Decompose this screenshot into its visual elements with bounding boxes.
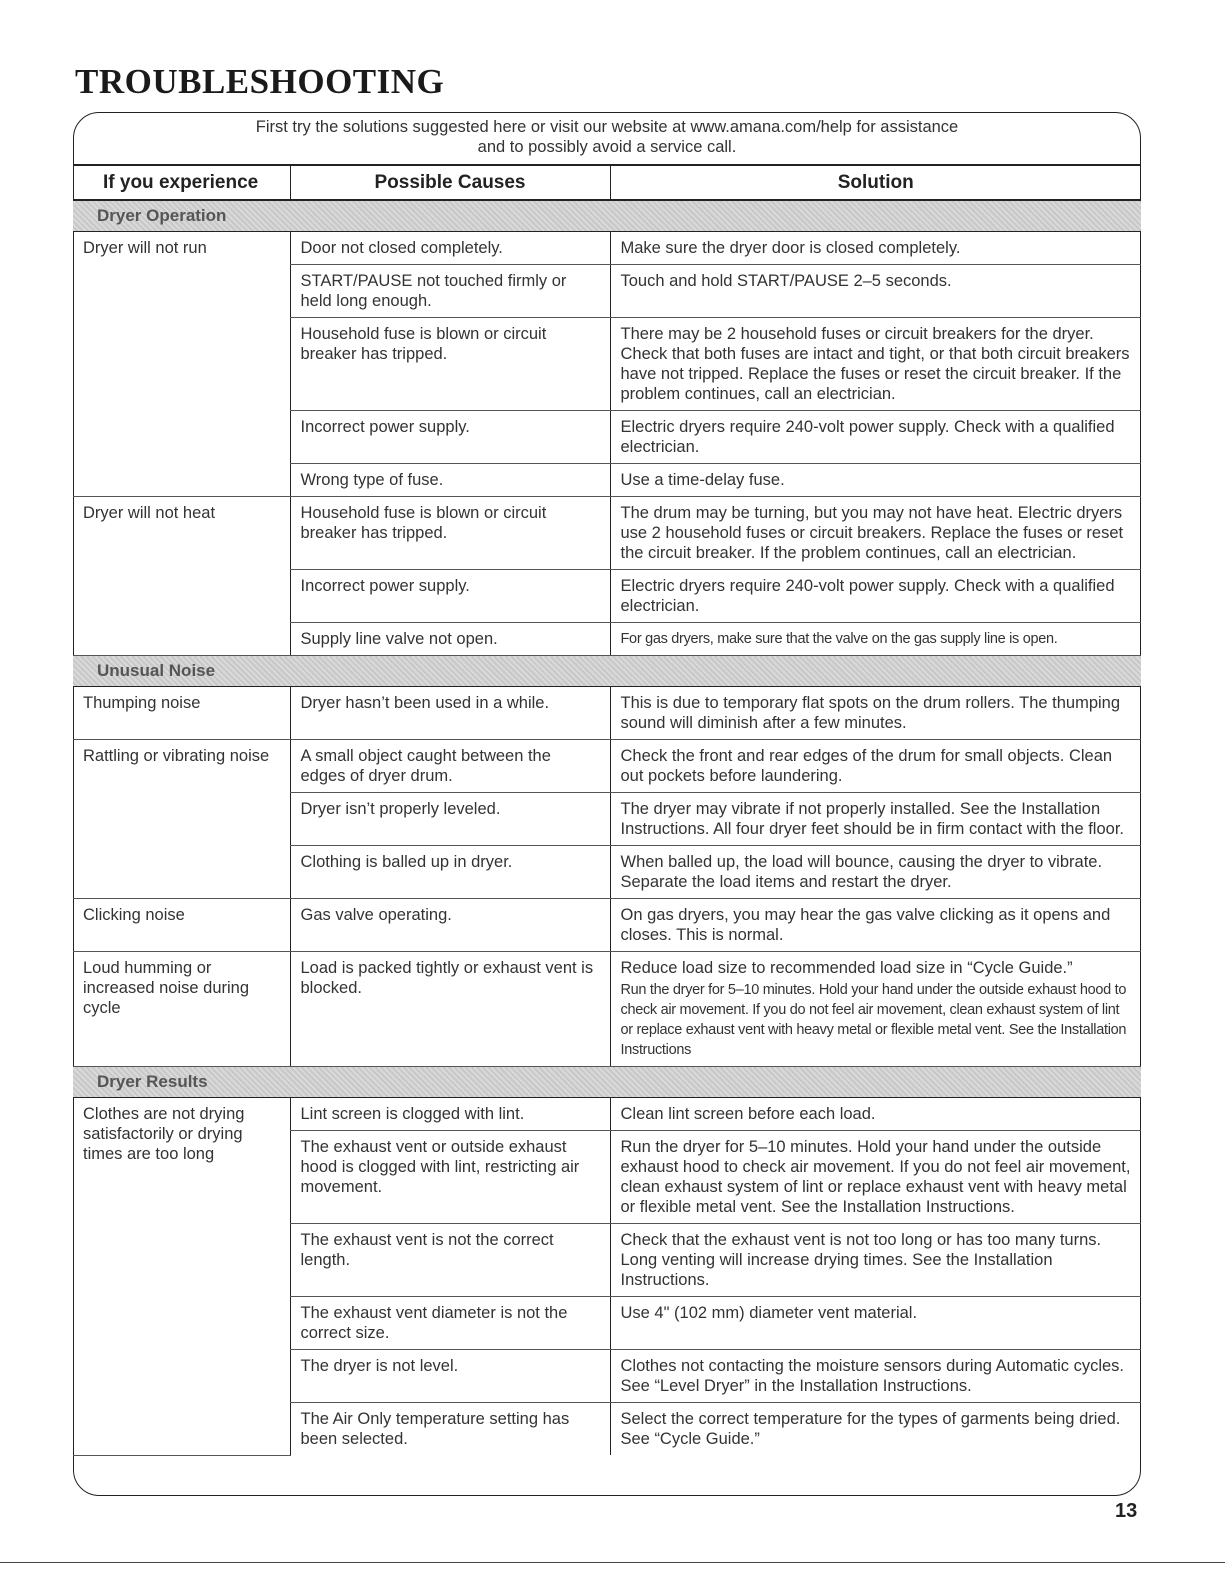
issue-cell: Loud humming or increased noise during cycle xyxy=(73,952,290,1067)
table-row xyxy=(73,497,1141,570)
table-row xyxy=(73,740,1141,793)
table-row xyxy=(73,687,1141,740)
cause-cell: Supply line valve not open. xyxy=(290,623,610,656)
cause-cell: Household fuse is blown or circuit breaker has tripped. xyxy=(290,497,610,570)
solution-cell: Check that the exhaust vent is not too long or has too many turns. Long venting will increase drying times. See the Installation Instructions. xyxy=(610,1224,1141,1297)
section-dryer-results: Dryer Results xyxy=(73,1067,1141,1098)
issue-cell: Thumping noise xyxy=(73,687,290,740)
cause-cell: Household fuse is blown or circuit breaker has tripped. xyxy=(290,318,610,411)
cause-cell: The exhaust vent is not the correct length. xyxy=(290,1224,610,1297)
section-dryer-operation: Dryer Operation xyxy=(73,200,1141,232)
solution-cell: The drum may be turning, but you may not have heat. Electric dryers use 2 household fuses or circuit breakers. Replace the fuses or reset the circuit breaker. If the problem continues, call an electrician. xyxy=(610,497,1141,570)
solution-line: Run the dryer for 5–10 minutes. Hold your hand under the outside exhaust hood to check air movement. If you do not feel air movement, clean exhaust system of lint or replace exhaust vent with heavy metal or flexible metal vent. See the Installation Instructions xyxy=(620,982,1127,1058)
solution-cell: Touch and hold START/PAUSE 2–5 seconds. xyxy=(610,265,1141,318)
cause-cell: The exhaust vent diameter is not the correct size. xyxy=(290,1297,610,1350)
cause-cell: The dryer is not level. xyxy=(290,1350,610,1403)
solution-cell: Use a time-delay fuse. xyxy=(610,464,1141,497)
solution-cell: This is due to temporary flat spots on the drum rollers. The thumping sound will diminish after a few minutes. xyxy=(610,687,1141,740)
solution-cell: For gas dryers, make sure that the valve on the gas supply line is open. xyxy=(610,623,1141,656)
section-row xyxy=(73,656,1141,687)
intro-line-2: and to possibly avoid a service call. xyxy=(477,138,737,156)
page-number: 13 xyxy=(1115,1500,1138,1522)
cause-cell: The exhaust vent or outside exhaust hood is clogged with lint, restricting air movement. xyxy=(290,1131,610,1224)
issue-cell: Rattling or vibrating noise xyxy=(73,740,290,899)
cause-cell: Incorrect power supply. xyxy=(290,570,610,623)
troubleshooting-table xyxy=(73,164,1141,1456)
solution-cell: Clean lint screen before each load. xyxy=(610,1098,1141,1131)
issue-cell: Clothes are not drying satisfactorily or drying times are too long xyxy=(73,1098,290,1456)
header-issue: If you experience xyxy=(73,165,290,200)
solution-cell xyxy=(610,952,1141,1067)
section-row xyxy=(73,200,1141,232)
header-solution: Solution xyxy=(610,165,1141,200)
solution-cell: Select the correct temperature for the types of garments being dried. See “Cycle Guide.” xyxy=(610,1403,1141,1456)
solution-cell: The dryer may vibrate if not properly installed. See the Installation Instructions. All four dryer feet should be in firm contact with the floor. xyxy=(610,793,1141,846)
cause-cell: Wrong type of fuse. xyxy=(290,464,610,497)
cause-cell: Dryer isn’t properly leveled. xyxy=(290,793,610,846)
table-row xyxy=(73,232,1141,265)
solution-cell: Run the dryer for 5–10 minutes. Hold your hand under the outside exhaust hood to check air movement. If you do not feel air movement, clean exhaust system of lint or replace exhaust vent with heavy metal or flexible metal vent. See the Installation Instructions. xyxy=(610,1131,1141,1224)
solution-cell: Electric dryers require 240-volt power supply. Check with a qualified electrician. xyxy=(610,570,1141,623)
cause-cell: Clothing is balled up in dryer. xyxy=(290,846,610,899)
page-title: TROUBLESHOOTING xyxy=(75,62,445,101)
table-row xyxy=(73,952,1141,1067)
solution-cell: Check the front and rear edges of the drum for small objects. Clean out pockets before laundering. xyxy=(610,740,1141,793)
solution-line: Reduce load size to recommended load size in “Cycle Guide.” xyxy=(620,959,1073,977)
cause-cell: Door not closed completely. xyxy=(290,232,610,265)
cause-cell: Lint screen is clogged with lint. xyxy=(290,1098,610,1131)
solution-cell: When balled up, the load will bounce, causing the dryer to vibrate. Separate the load items and restart the dryer. xyxy=(610,846,1141,899)
solution-cell: Make sure the dryer door is closed completely. xyxy=(610,232,1141,265)
table-row xyxy=(73,899,1141,952)
table-header-row xyxy=(73,165,1141,200)
cause-cell: Dryer hasn’t been used in a while. xyxy=(290,687,610,740)
header-cause: Possible Causes xyxy=(290,165,610,200)
solution-cell: Clothes not contacting the moisture sensors during Automatic cycles. See “Level Dryer” in the Installation Instructions. xyxy=(610,1350,1141,1403)
cause-cell: A small object caught between the edges of dryer drum. xyxy=(290,740,610,793)
issue-cell: Clicking noise xyxy=(73,899,290,952)
section-unusual-noise: Unusual Noise xyxy=(73,656,1141,687)
page-bottom-rule xyxy=(0,1562,1225,1563)
solution-cell: Use 4" (102 mm) diameter vent material. xyxy=(610,1297,1141,1350)
solution-cell: Electric dryers require 240-volt power supply. Check with a qualified electrician. xyxy=(610,411,1141,464)
issue-cell: Dryer will not heat xyxy=(73,497,290,656)
intro-line-1: First try the solutions suggested here or visit our website at www.amana.com/help for assistance xyxy=(255,118,959,136)
cause-cell: Load is packed tightly or exhaust vent is blocked. xyxy=(290,952,610,1067)
solution-cell: On gas dryers, you may hear the gas valve clicking as it opens and closes. This is normal. xyxy=(610,899,1141,952)
cause-cell: Gas valve operating. xyxy=(290,899,610,952)
cause-cell: START/PAUSE not touched firmly or held long enough. xyxy=(290,265,610,318)
table-row xyxy=(73,1098,1141,1131)
intro-text xyxy=(73,117,1141,157)
section-row xyxy=(73,1067,1141,1098)
issue-cell: Dryer will not run xyxy=(73,232,290,497)
solution-cell: There may be 2 household fuses or circuit breakers for the dryer. Check that both fuses are intact and tight, or that both circuit breakers have not tripped. Replace the fuses or reset the circuit breaker. If the problem continues, call an electrician. xyxy=(610,318,1141,411)
cause-cell: The Air Only temperature setting has been selected. xyxy=(290,1403,610,1456)
cause-cell: Incorrect power supply. xyxy=(290,411,610,464)
